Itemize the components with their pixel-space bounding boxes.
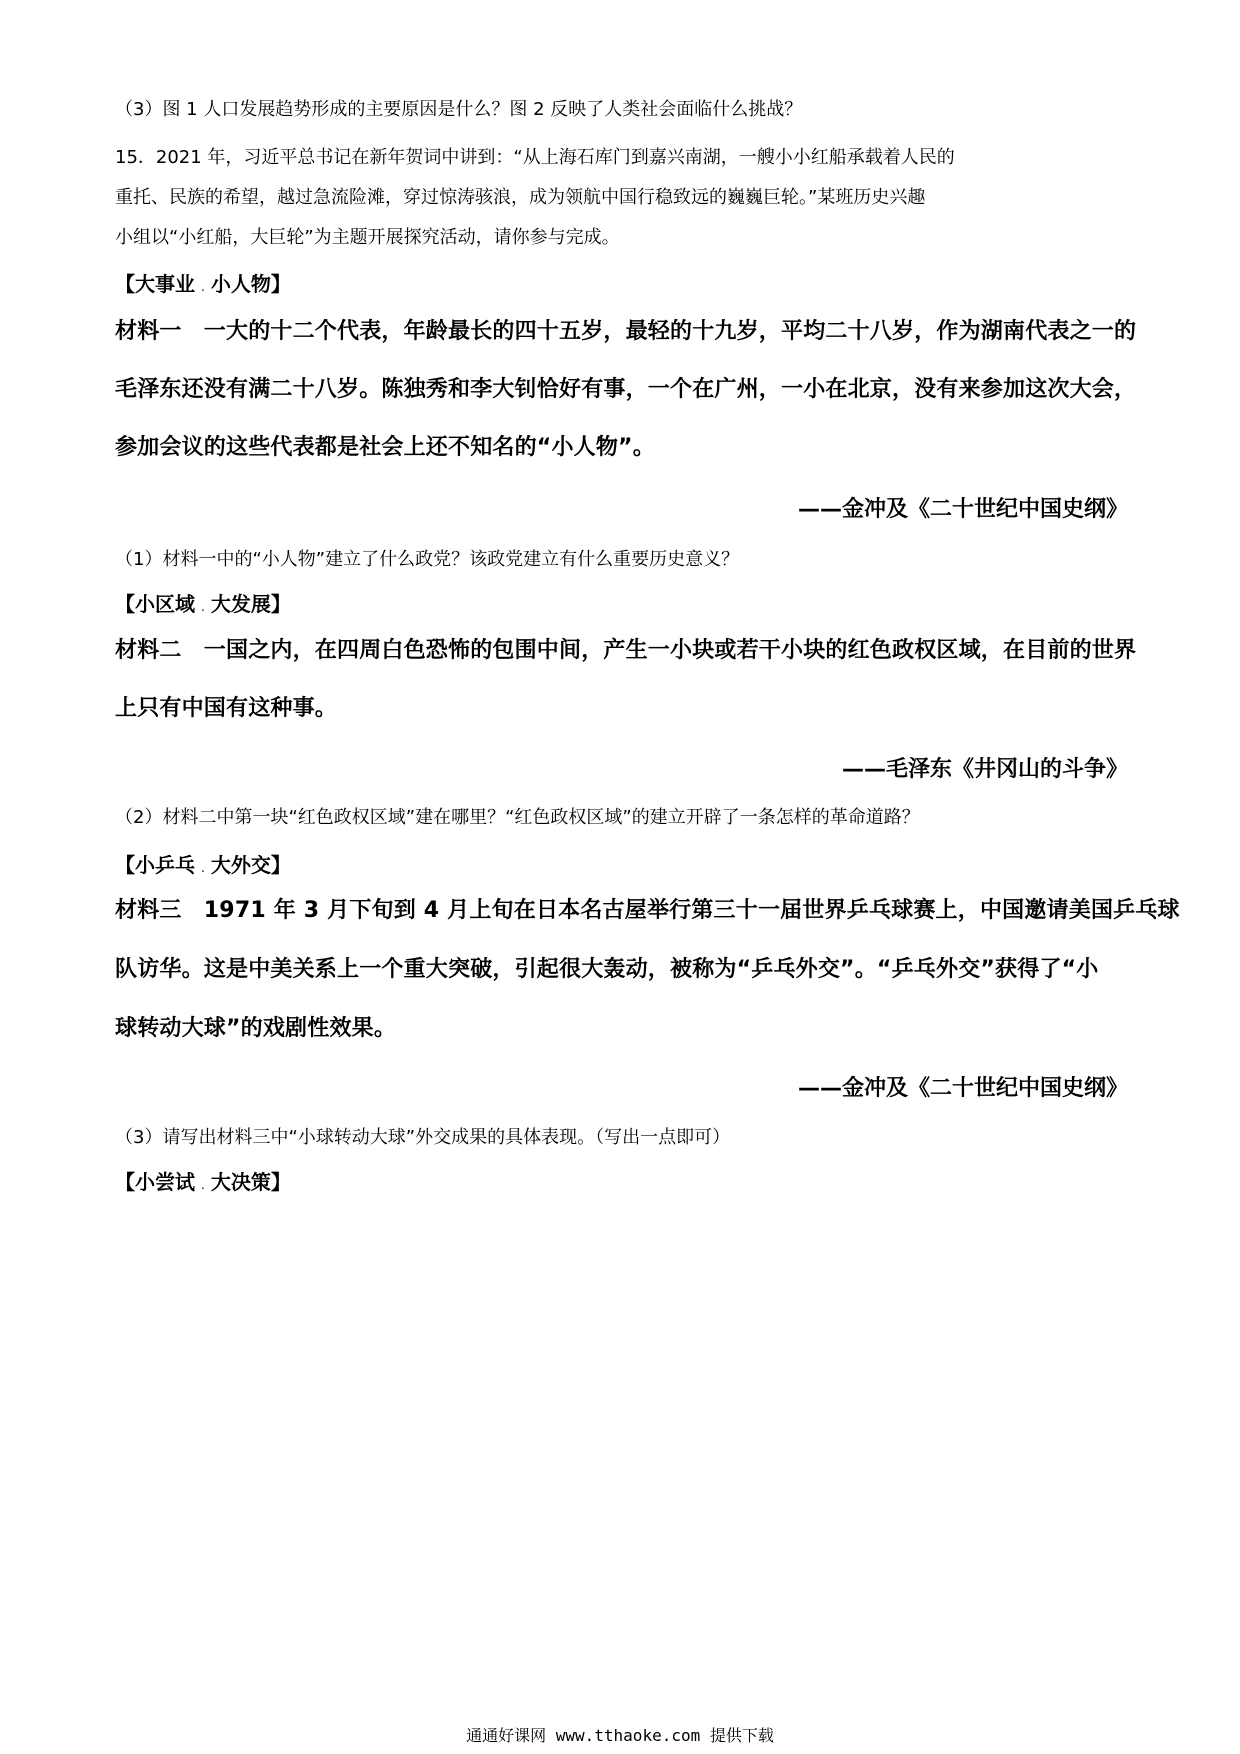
- section-1-heading-b: 小人物】: [210, 272, 291, 296]
- section-2-heading-b: 大发展】: [210, 592, 291, 616]
- material-1-source: ——金冲及《二十世纪中国史纲》: [797, 497, 1128, 522]
- material-1-line-2: 毛泽东还没有满二十八岁。陈独秀和李大钊恰好有事，一个在广州，一小在北京，没有来参加这次大会，: [115, 377, 1137, 402]
- q14-part3-question: （3）图 1 人口发展趋势形成的主要原因是什么？图 2 反映了人类社会面临什么挑战？: [115, 99, 803, 120]
- material-1-line-1: 材料一 一大的十二个代表，年龄最长的四十五岁，最轻的十九岁，平均二十八岁，作为湖南代表之一的: [115, 319, 1137, 344]
- page-footer: 通通好课网 www.tthaoke.com 提供下载: [466, 1726, 774, 1745]
- section-3-heading-a: 【小乒乓: [115, 853, 195, 877]
- question-1: （1）材料一中的“小人物”建立了什么政党？该政党建立有什么重要历史意义？: [115, 549, 740, 570]
- material-1-line-3: 参加会议的这些代表都是社会上还不知名的“小人物”。: [115, 435, 655, 460]
- material-2-line-1: 材料二 一国之内，在四周白色恐怖的包围中间，产生一小块或若干小块的红色政权区域，在目前的世界: [115, 638, 1137, 663]
- section-4-heading: 【小尝试 . 大决策】: [115, 1170, 291, 1194]
- section-3-heading-b: 大外交】: [210, 853, 291, 877]
- material-2-source: ——毛泽东《井冈山的斗争》: [841, 757, 1128, 782]
- section-4-heading-b: 大决策】: [210, 1170, 291, 1194]
- material-3-source: ——金冲及《二十世纪中国史纲》: [797, 1076, 1128, 1101]
- section-2-heading: 【小区域 . 大发展】: [115, 592, 291, 616]
- material-2-line-2: 上只有中国有这种事。: [115, 696, 338, 721]
- section-1-heading-a: 【大事业: [115, 272, 195, 296]
- section-2-heading-a: 【小区域: [115, 592, 195, 616]
- question-2: （2）材料二中第一块“红色政权区域”建在哪里？“红色政权区域”的建立开辟了一条怎样的革命道路？: [115, 807, 920, 828]
- q15-intro-line-1: 15．2021 年，习近平总书记在新年贺词中讲到：“从上海石库门到嘉兴南湖，一艘小小红船承载着人民的: [115, 147, 955, 168]
- section-4-heading-a: 【小尝试: [115, 1170, 195, 1194]
- material-3-line-3: 球转动大球”的戏剧性效果。: [115, 1016, 397, 1041]
- section-3-heading: 【小乒乓 . 大外交】: [115, 853, 291, 877]
- material-3-line-1: 材料三 1971 年 3 月下旬到 4 月上旬在日本名古屋举行第三十一届世界乒乓球赛上，中国邀请美国乒乓球: [115, 898, 1180, 923]
- q15-intro-line-3: 小组以“小红船，大巨轮”为主题开展探究活动，请你参与完成。: [115, 227, 620, 248]
- material-3-line-2: 队访华。这是中美关系上一个重大突破，引起很大轰动，被称为“乒乓外交”。“乒乓外交”获得了“小: [115, 957, 1099, 982]
- question-3: （3）请写出材料三中“小球转动大球”外交成果的具体表现。（写出一点即可）: [115, 1127, 731, 1148]
- section-1-heading: 【大事业 . 小人物】: [115, 272, 291, 296]
- q15-intro-line-2: 重托、民族的希望，越过急流险滩，穿过惊涛骇浪，成为领航中国行稳致远的巍巍巨轮。”某班历史兴趣: [115, 187, 926, 208]
